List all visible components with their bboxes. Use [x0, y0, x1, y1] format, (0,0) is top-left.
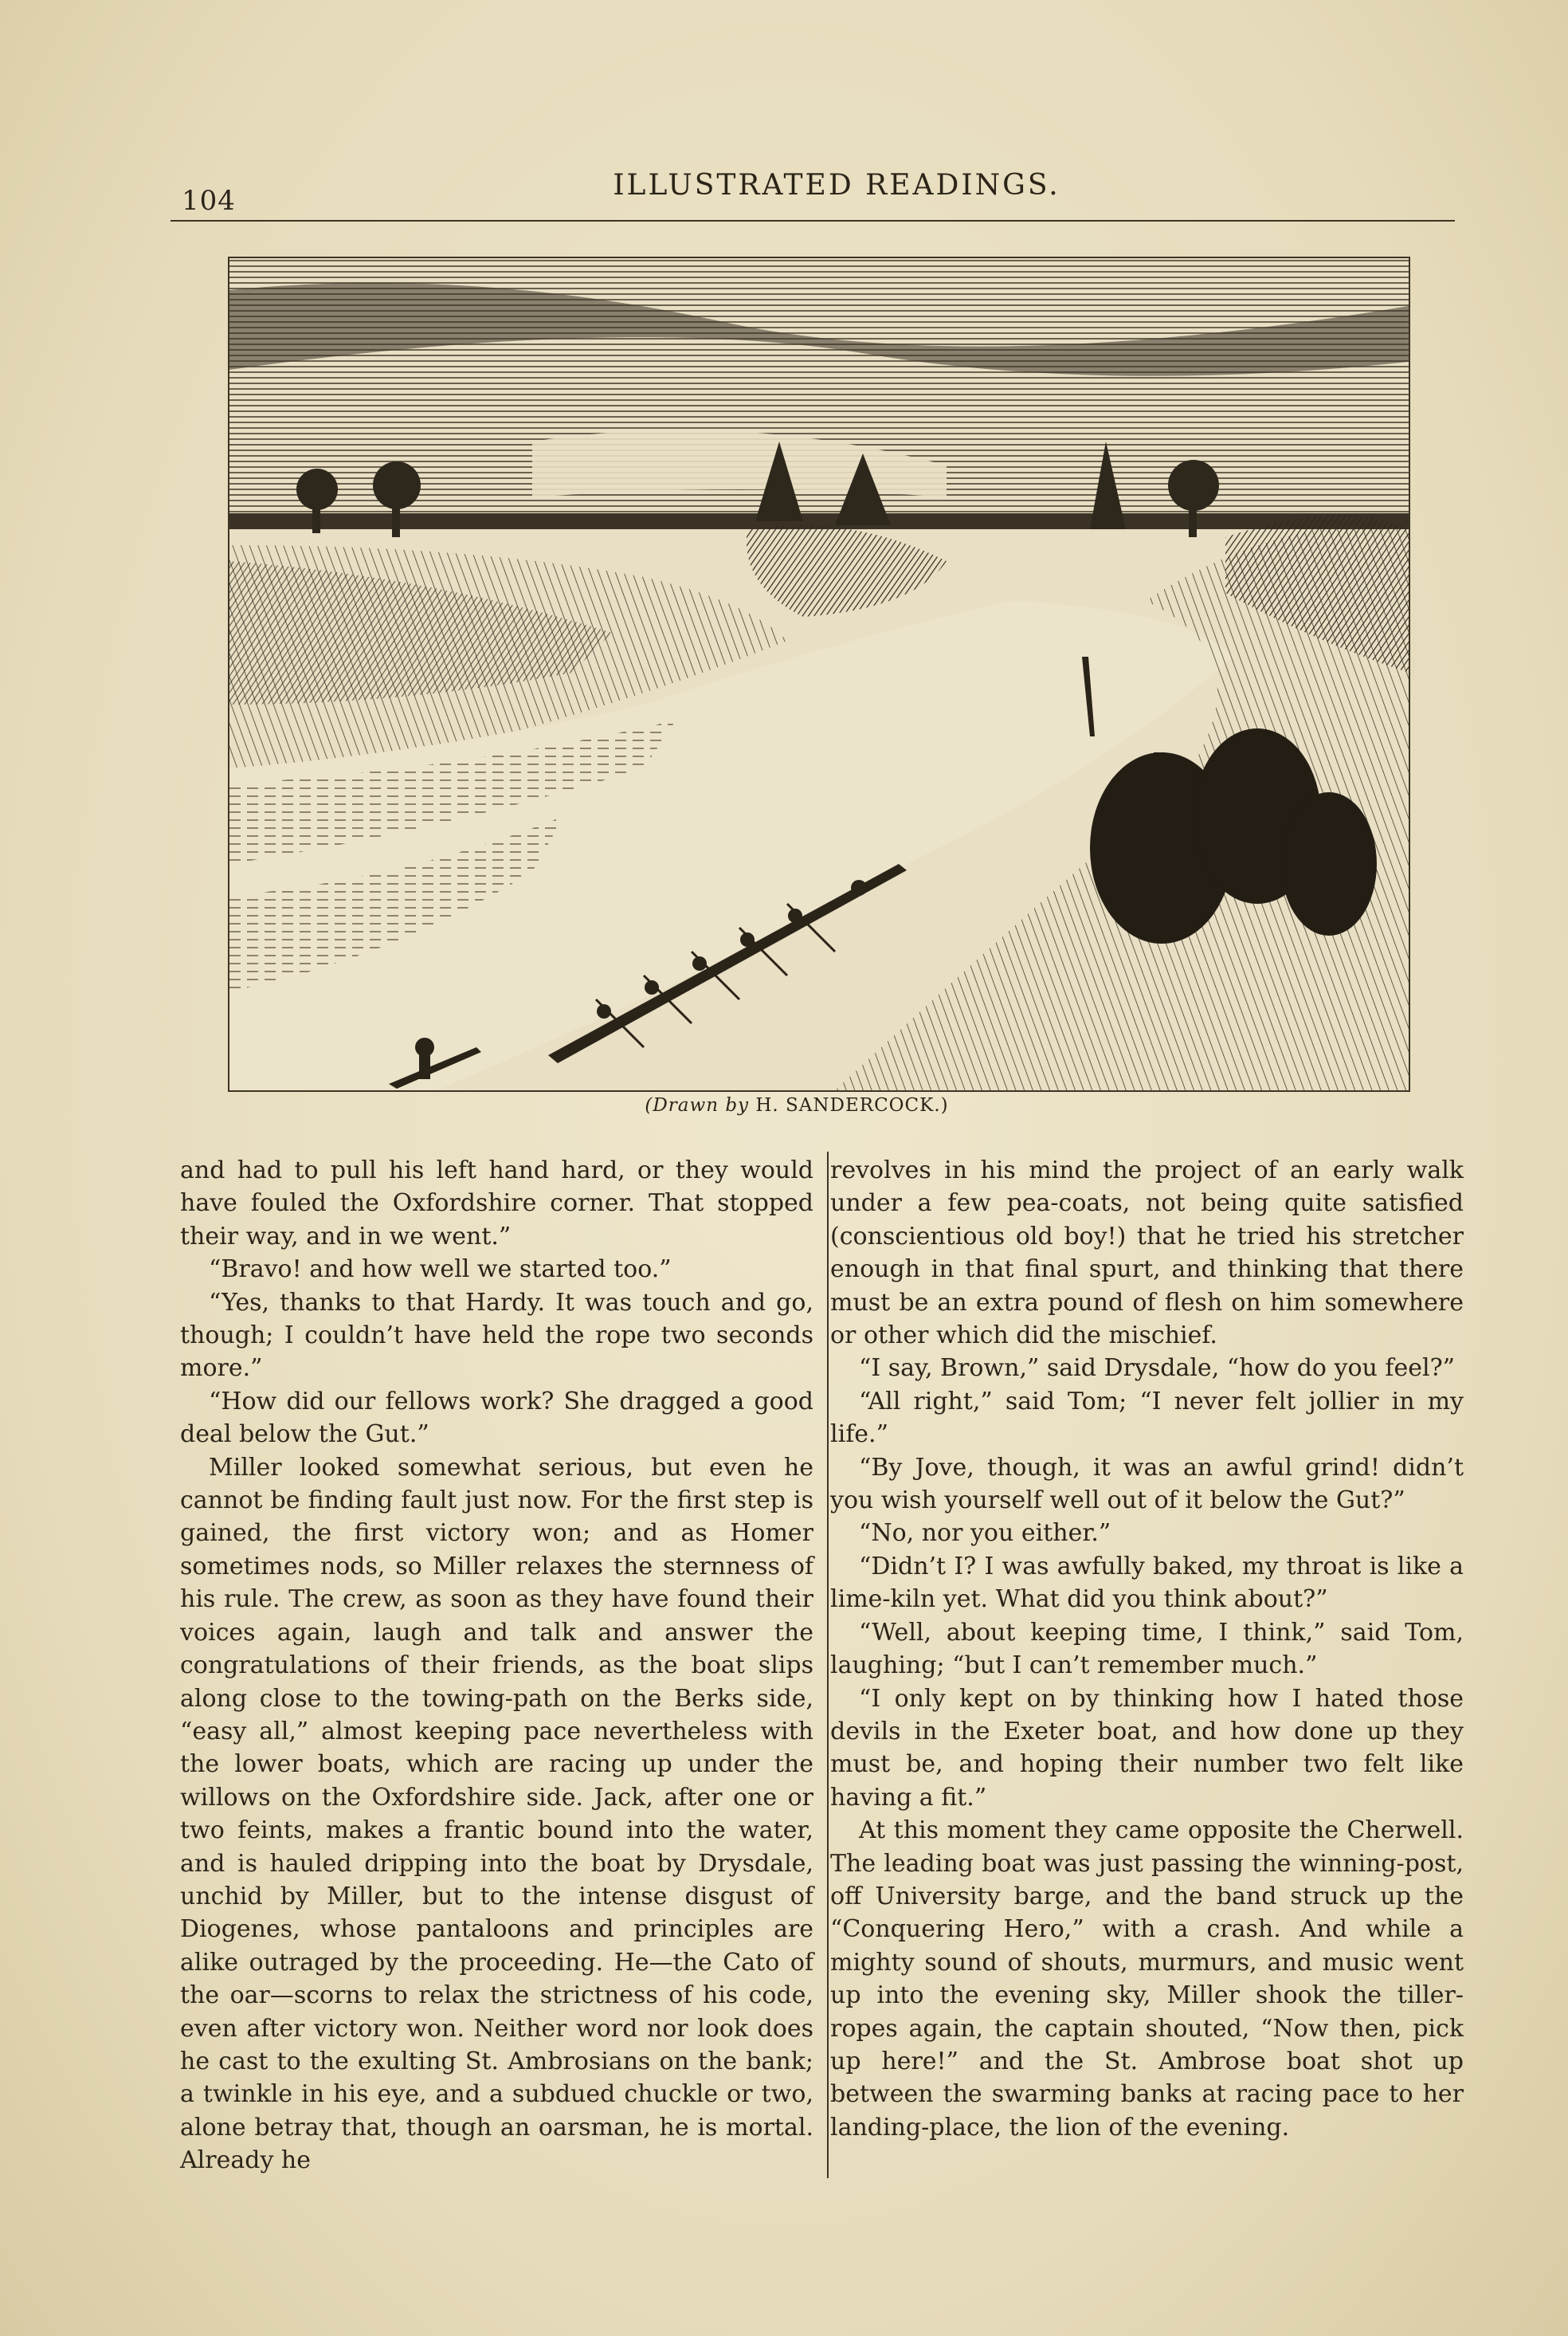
paragraph: “Yes, thanks to that Hardy. It was touch and go, though; I couldn’t have held the rope two seconds more.”: [180, 1288, 813, 1383]
header-rule: [171, 220, 1455, 222]
column-divider: [827, 1152, 829, 2178]
paragraph: Miller looked somewhat serious, but even he cannot be finding fault just now. For the first step is gained, the first victory won; and as Homer sometimes nods, so Miller relaxes the sternness of his rule. The crew, as soon as they have found their voices again, laugh and talk and answer the congratulations of their friends, as the boat slips along close to the towing-path on the Berks side, “easy all,” almost keeping pace nevertheless with the lower boats, which are racing up under the willows on the Oxfordshire side. Jack, after one or two feints, makes a frantic bound into the water, and is hauled dripping into the boat by Drysdale, unchid by Miller, but to the intense disgust of Diogenes, whose pantaloons and principles are alike outraged by the proceeding. He—the Cato of the oar—scorns to relax the strictness of his code, even after victory won. Neither word nor look does he cast to the exulting St. Ambrosians on the bank; a twinkle in his eye, and a subdued chuckle or two, alone betray that, though an oarsman, he is mortal. Already he: [180, 1453, 813, 2175]
paragraph: “I only kept on by thinking how I hated those devils in the Exeter boat, and how done up they must be, and hoping their number two felt like having a fit.”: [830, 1684, 1464, 1812]
running-title: ILLUSTRATED READINGS.: [613, 169, 1060, 202]
engraving-river-race: [228, 257, 1410, 1092]
paragraph: “I say, Brown,” said Drysdale, “how do you feel?”: [859, 1354, 1455, 1383]
caption-artist: H. SANDERCOCK.): [755, 1095, 949, 1116]
paragraph: and had to pull his left hand hard, or they would have fouled the Oxfordshire corner. That stopped their way, and in we went.”: [180, 1156, 813, 1250]
figure-caption: [478, 1095, 1115, 1116]
paragraph: “Well, about keeping time, I think,” said Tom, laughing; “but I can’t remember much.”: [830, 1618, 1464, 1680]
paragraph: “By Jove, though, it was an awful grind! didn’t you wish yourself well out of it below the Gut?”: [830, 1453, 1464, 1515]
paragraph: At this moment they came opposite the Cherwell. The leading boat was just passing the winning-post, off University barge, and the band struck up the “Conquering Hero,” with a crash. And while a mighty sound of shouts, murmurs, and music went up into the evening sky, Miller shook the tiller-ropes again, the captain shouted, “Now then, pick up here!” and the St. Ambrose boat shot up between the swarming banks at racing pace to her landing-place, the lion of the evening.: [830, 1816, 1464, 2142]
page-number: 104: [182, 185, 236, 217]
paragraph: “Didn’t I? I was awfully baked, my throat is like a lime-kiln yet. What did you think about?”: [830, 1552, 1464, 1614]
right-column: [830, 1154, 1464, 2144]
caption-prefix: (Drawn by: [645, 1095, 750, 1116]
far-bushes: [747, 525, 947, 617]
paragraph: “How did our fellows work? She dragged a good deal below the Gut.”: [180, 1387, 813, 1449]
paragraph: “No, nor you either.”: [859, 1519, 1111, 1548]
paragraph: “Bravo! and how well we started too.”: [209, 1255, 672, 1284]
left-column: [180, 1154, 813, 2177]
paragraph: “All right,” said Tom; “I never felt jollier in my life.”: [830, 1387, 1464, 1449]
paragraph: revolves in his mind the project of an early walk under a few pea-coats, not being quite satisfied (conscientious old boy!) that he tried his stretcher enough in that final spurt, and thinking that there must be an extra pound of flesh on him somewhere or other which did the mischief.: [830, 1156, 1464, 1350]
river-scene-drawing: [229, 258, 1409, 1090]
